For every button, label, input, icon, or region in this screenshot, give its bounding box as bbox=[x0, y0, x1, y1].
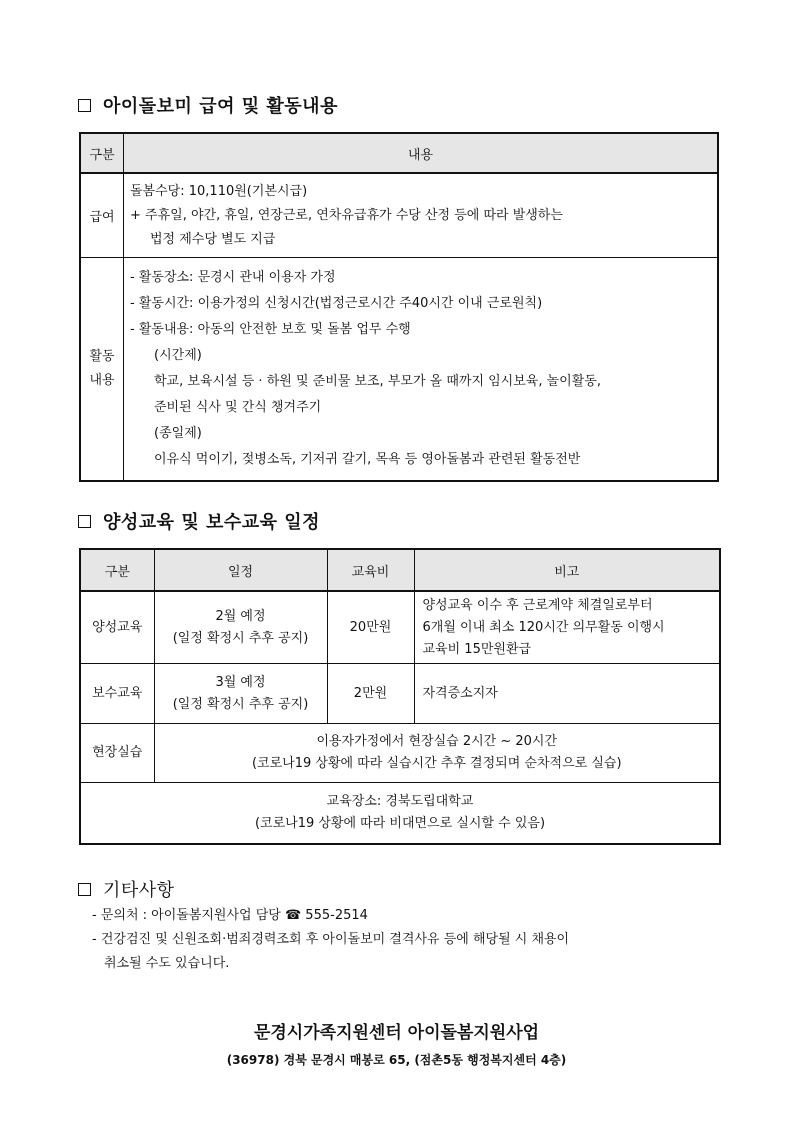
note-line: 양성교육 이수 후 근로계약 체결일로부터 bbox=[422, 597, 653, 613]
header-schedule: 일정 bbox=[154, 549, 327, 591]
schedule-line: (일정 확정시 추후 공지) bbox=[172, 630, 309, 646]
header-fee: 교육비 bbox=[327, 549, 414, 591]
section3-title bbox=[78, 876, 175, 902]
checkbox-square-icon bbox=[78, 883, 91, 896]
activity-line: (시간제) bbox=[154, 348, 202, 363]
activity-line: - 활동내용: 아동의 안전한 보호 및 돌봄 업무 수행 bbox=[130, 322, 411, 337]
row-fee: 2만원 bbox=[327, 664, 414, 724]
schedule-line: 2월 예정 bbox=[215, 608, 266, 624]
table-row-refresher bbox=[80, 664, 720, 724]
pay-line: 돌봄수당: 10,110원(기본시급) bbox=[130, 183, 308, 199]
footer-org: 문경시가족지원센터 아이돌봄지원사업 bbox=[253, 1023, 540, 1043]
table-header-row bbox=[80, 549, 720, 591]
row-category: 현장실습 bbox=[80, 724, 154, 783]
row-note: 자격증소지자 bbox=[414, 664, 720, 724]
section2-title bbox=[78, 508, 320, 534]
activity-label bbox=[80, 258, 124, 482]
practice-line: (코로나19 상황에 따라 실습시간 추후 결정되며 순차적으로 실습) bbox=[251, 756, 622, 771]
contact-line: - 문의처 : 아이돌봄지원사업 담당 ☎ 555-2514 bbox=[92, 908, 368, 923]
footer-address: (36978) 경북 문경시 매봉로 65, (점촌5동 행정복지센터 4층) bbox=[226, 1053, 567, 1067]
pay-activity-table bbox=[79, 132, 719, 482]
header-note: 비고 bbox=[414, 549, 720, 591]
pay-line: + 주휴일, 야간, 휴일, 연장근로, 연차유급휴가 수당 산정 등에 따라 발생하는 bbox=[130, 207, 563, 223]
education-schedule-table bbox=[79, 548, 721, 845]
pay-label: 급여 bbox=[80, 173, 124, 258]
activity-content bbox=[124, 258, 719, 482]
table-row-pay bbox=[80, 173, 718, 258]
activity-line: - 활동시간: 이용가정의 신청시간(법정근로시간 주40시간 이내 근로원칙) bbox=[130, 296, 543, 311]
row-schedule bbox=[154, 664, 327, 724]
checkbox-square-icon bbox=[78, 515, 91, 528]
section1-title-text: 아이돌보미 급여 및 활동내용 bbox=[103, 96, 338, 117]
table-row-training bbox=[80, 591, 720, 664]
activity-line: 이유식 먹이기, 젖병소독, 기저귀 갈기, 목욕 등 영아돌봄과 관련된 활동전반 bbox=[154, 452, 581, 467]
notes-list bbox=[92, 904, 569, 976]
schedule-line: 3월 예정 bbox=[215, 674, 266, 690]
activity-line: 준비된 식사 및 간식 챙겨주기 bbox=[154, 400, 322, 415]
table-row-location bbox=[80, 783, 720, 845]
row-category: 보수교육 bbox=[80, 664, 154, 724]
practice-content bbox=[154, 724, 720, 783]
header-category: 구분 bbox=[80, 549, 154, 591]
location-line: 교육장소: 경북도립대학교 bbox=[326, 794, 474, 809]
table-header-row bbox=[80, 133, 718, 173]
section1-title bbox=[78, 92, 338, 118]
practice-line: 이용자가정에서 현장실습 2시간 ~ 20시간 bbox=[316, 734, 558, 749]
row-category: 양성교육 bbox=[80, 591, 154, 664]
section3-title-text: 기타사항 bbox=[103, 880, 175, 901]
activity-label-line: 활동 bbox=[89, 349, 115, 364]
table-row-activity bbox=[80, 258, 718, 482]
activity-line: 학교, 보육시설 등 · 하원 및 준비물 보조, 부모가 올 때까지 임시보육, 놀이활동, bbox=[154, 374, 601, 389]
pay-content bbox=[124, 173, 719, 258]
activity-line: (종일제) bbox=[154, 426, 202, 441]
section2-title-text: 양성교육 및 보수교육 일정 bbox=[103, 512, 321, 533]
checkbox-square-icon bbox=[78, 99, 91, 112]
note-line: 취소될 수도 있습니다. bbox=[104, 956, 230, 971]
note-line: 6개월 이내 최소 120시간 의무활동 이행시 bbox=[422, 619, 665, 635]
row-fee: 20만원 bbox=[327, 591, 414, 664]
row-note bbox=[414, 591, 720, 664]
pay-line: 법정 제수당 별도 지급 bbox=[150, 231, 276, 247]
activity-line: - 활동장소: 문경시 관내 이용자 가정 bbox=[130, 270, 336, 285]
header-category: 구분 bbox=[80, 133, 124, 173]
note-line: 교육비 15만원환급 bbox=[422, 641, 532, 657]
row-schedule bbox=[154, 591, 327, 664]
table-row-practice bbox=[80, 724, 720, 783]
note-line: - 건강검진 및 신원조회·범죄경력조회 후 아이돌보미 결격사유 등에 해당될 시 채용이 bbox=[92, 932, 570, 947]
location-line: (코로나19 상황에 따라 비대면으로 실시할 수 있음) bbox=[254, 816, 546, 831]
activity-label-line: 내용 bbox=[89, 373, 115, 388]
header-content: 내용 bbox=[124, 133, 719, 173]
schedule-line: (일정 확정시 추후 공지) bbox=[172, 696, 309, 712]
location-content bbox=[80, 783, 720, 845]
